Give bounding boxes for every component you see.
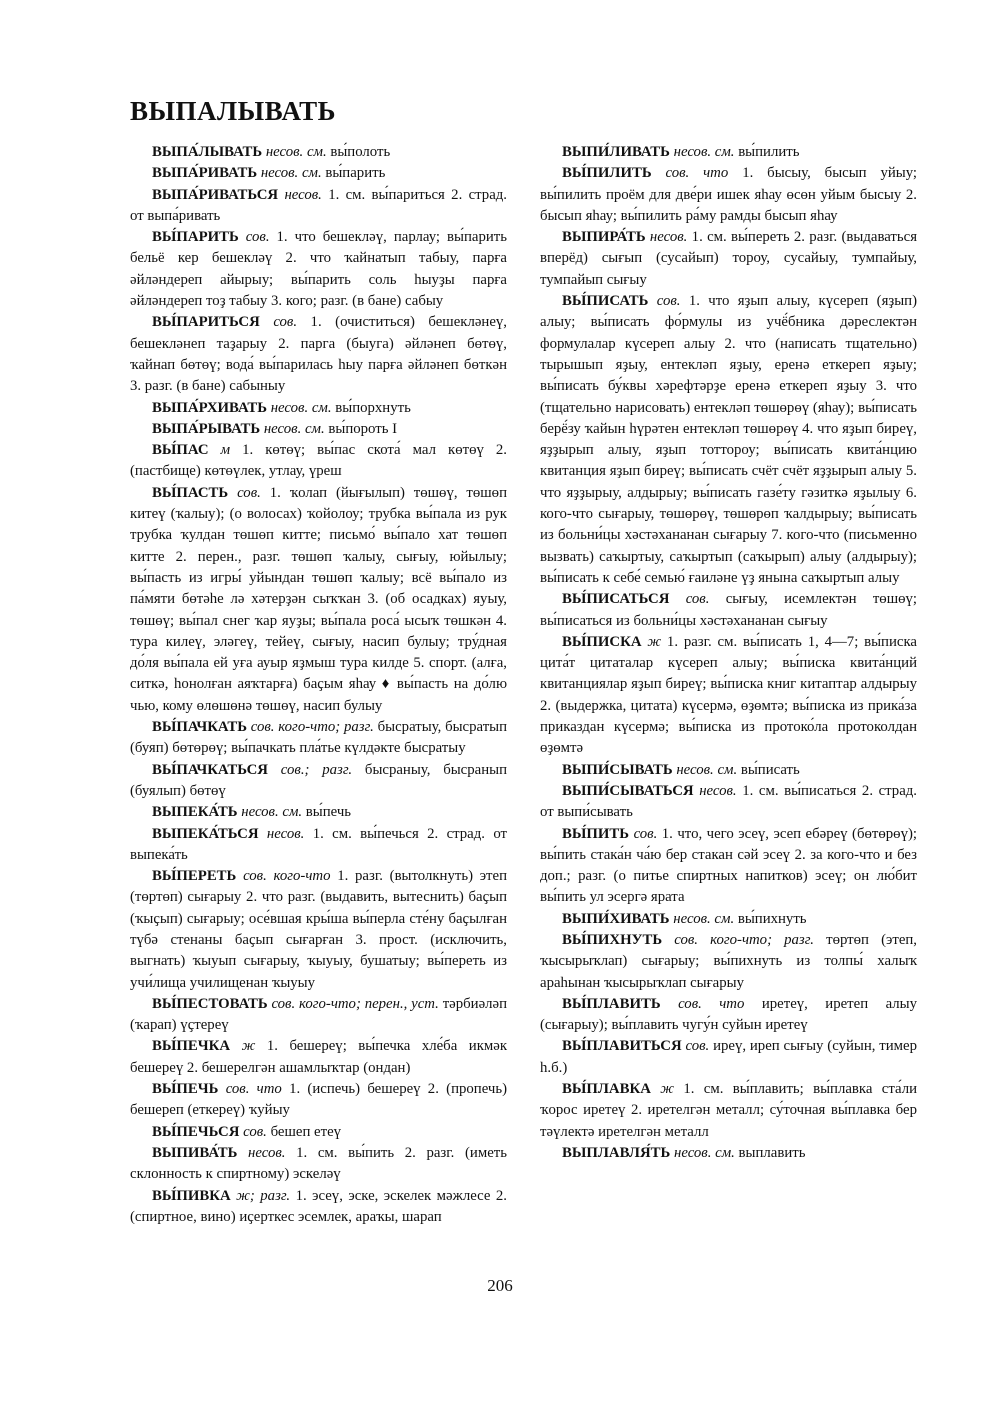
definition: вы́парить (325, 165, 386, 182)
definition: 1. см. вы́печься 2. страд. от выпека́ть (130, 825, 507, 863)
dictionary-entry (540, 909, 917, 930)
headword: ВЫ́ПЕЧЬ (152, 1081, 219, 1098)
definition: төртөп (этеп, ҡысырыҡлап) сығарыу; вы́пихнуть из толпы́ халыҡ араһынан ҡысырыҡлап сығарыу (540, 931, 918, 991)
dictionary-entry (130, 1143, 507, 1186)
headword: ВЫ́ПЛАВКА (562, 1081, 651, 1098)
definition: 1. көтөү; вы́пас скота́ мал көтөү 2. (пастбище) көтөүлек, утлау, үреш (130, 442, 507, 480)
grammar-note: ж (660, 1081, 675, 1098)
dictionary-entry (540, 1079, 917, 1143)
dictionary-entry (130, 312, 507, 397)
definition: 1. ҡолап (йығылып) төшөү, төшөп китеү (ҡалыу); (о волосах) ҡойолоу; трубка вы́пала из рук трубка ҡулдан төшөп китте; письмо́ вы́пало хат төшөп китте 2. перен., разг. төшөп ҡалыу, сығыу, юйылыу; вы́пасть из игры́ уйындан төшөп ҡалыу; всё вы́пало из па́мяти бөтәһе лә хәтерҙән сыҡҡан 3. (об осадках) яуыу, төшөү; вы́пал снег ҡар яуҙы; вы́пала роса́ ысыҡ төшкән 4. тура килеү, эләгеү, тейеү, сығыу, насип булыу; тру́дная до́ля вы́пала ей уға ауыр яҙмыш тура килде 5. спорт. (алға, ситкә, һонолған аяҡтарға) баҫым яһау ♦ вы́пасть на до́лю чью, кому өлөшөнә төшөү, насип булыу (130, 484, 508, 714)
dictionary-entry (130, 994, 507, 1037)
definition: вы́пихнуть (737, 910, 807, 927)
dictionary-entry (540, 994, 917, 1037)
page-number: 206 (487, 1276, 513, 1295)
dictionary-entry (130, 824, 507, 867)
headword: ВЫ́ПИВКА (152, 1187, 231, 1204)
headword: ВЫ́ПАРИТЬ (152, 229, 239, 246)
definition: 1. (испечь) бешереү 2. (пропечь) бешереп (еткереү) ҡуйыу (130, 1081, 508, 1119)
headword: ВЫ́ПЕЧЬСЯ (152, 1123, 240, 1140)
grammar-note: сов. (633, 825, 658, 842)
definition: 1. бешереү; вы́печка хле́ба икмәк бешереү 2. бешерелгән ашамлыҡтар (ондан) (130, 1038, 508, 1076)
definition: 1. разг. (вытолкнуть) этеп (төртөп) сығарыу 2. что разг. (выдавить, вытеснить) баҫып (ҡыҫып) сығарыу; осе́вшая кры́ша вы́перла сте́ну баҫылған түбә стенаны баҫып сығарған 3. прост. (исключить, выгнать) ҡыуып сығарыу, ҡыуыу, бушатыу; вы́переть из учи́лища училищенан ҡыуыу (130, 868, 508, 991)
dictionary-entry (540, 227, 917, 291)
definition: вы́пилить (738, 144, 800, 160)
grammar-note: сов. (656, 293, 681, 310)
dictionary-entry (130, 1186, 507, 1229)
definition: 1. что бешекләү, парлау; вы́парить бельё кер бешекләү 2. что ҡайнатып табыу, парға әйләндереп айырыу; вы́парить соль һыуҙы парға әйләндереп тоҙ табыу 3. кого; разг. (в бане) сабыу (130, 229, 507, 310)
headword: ВЫПА́РИВАТЬ (152, 165, 258, 182)
headword: ВЫПЕКА́ТЬСЯ (152, 825, 259, 842)
dictionary-entry (540, 781, 917, 824)
definition: 1. эсеү, эске, эскелек мәжлесе 2. (спиртное, вино) иҫерткес эсемлек, араҡы, шарап (130, 1187, 508, 1225)
dictionary-entry (540, 632, 917, 760)
definition: 1. бысыу, бысып уйыу; вы́пилить проём для две́ри ишек яһау өсөн уйым бысыу 2. бысып яһау; вы́пилить ра́му рамды бысып яһау (540, 165, 918, 224)
dictionary-entry (130, 163, 507, 184)
grammar-note: сов. (685, 591, 710, 608)
definition: 1. разг. см. вы́писать 1, 4—7; вы́писка цита́т цитаталар күсереп алыу; вы́писка квита́нций квитанциялар яҙып биреү; вы́писка книг китаптар алдырыу 2. (выдержка, цитата) күсермә, өҙөмтә; вы́писка из прика́за приказдан күсермә; вы́писка из протоко́ла протоколдан өҙөмтә (540, 633, 917, 757)
definition: 1. см. вы́плавить; вы́плавка ста́ли ҡорос иретеү 2. иретелгән металл; су́точная вы́плавка бер тәүлектә иретелгән металл (540, 1081, 917, 1140)
grammar-note: несов. (649, 229, 688, 246)
grammar-note: сов. что (678, 995, 745, 1012)
definition: 1. что яҙып алыу, күсереп (яҙып) алыу; вы́писать фо́рмулы из учё́бника дәреслектән формулалар күсереп алыу 2. что (написать тщательно) тырышып яҙыу, ентекләп яҙыу, еренә еткереп яҙыу; вы́писать бу́квы хәрефтәрҙе еренә еткереп яҙыу 3. что (тщательно нарисовать) ентекләп төшөрөү (яһау); вы́писать берё́зу ҡайын һүрәтен ентекләп төшөрөү 4. что яҙып биреү, яҙҙырып алыу, яҙып тоттороу; вы́писать квита́нцию квитанция яҙып биреү; вы́писать счёт счёт яҙҙырып алыу 5. что яҙҙырыу, алдырыу; вы́писать газе́ту гәзиткә яҙылыу 6. кого-что сығарыу, төшөрөү, төшөрөп ҡалдырыу; вы́писать из больни́цы хәстәхананан сығарыу 7. кого-что (письменно вызвать) саҡыртыу, саҡыртып (саҡырып) алыу (алдырыу); вы́писать к себе́ семью́ ғаиләне үҙ янына саҡыртып алыу (540, 293, 918, 586)
right-column (540, 142, 917, 1164)
grammar-note: несов. см. (673, 144, 735, 160)
dictionary-entry (540, 760, 917, 781)
headword: ВЫ́ПАЧКАТЬСЯ (152, 761, 268, 778)
headword: ВЫ́ПАСТЬ (152, 484, 229, 501)
headword: ВЫ́ПАРИТЬСЯ (152, 314, 260, 331)
dictionary-entry (130, 1079, 507, 1122)
dictionary-entry (130, 142, 507, 163)
grammar-note: несов. см. (265, 144, 327, 160)
headword: ВЫ́ПИХНУТЬ (562, 931, 663, 948)
headword: ВЫПЕКА́ТЬ (152, 804, 238, 821)
definition: иреү, иреп сығыу (суйын, тимер һ.б.) (540, 1038, 918, 1076)
headword: ВЫПА́ЛЫВАТЬ (152, 144, 263, 160)
dictionary-entry (130, 398, 507, 419)
definition: 1. см. вы́пить 2. разг. (иметь склонность к спиртному) эскеләү (130, 1144, 507, 1183)
dictionary-entry (540, 930, 917, 994)
dictionary-entry (540, 1143, 917, 1164)
grammar-note: сов. (273, 314, 298, 331)
left-column (130, 142, 507, 1228)
dictionary-entry (540, 291, 917, 589)
grammar-note: сов. кого-что (243, 868, 331, 885)
headword: ВЫПА́РИВАТЬСЯ (152, 186, 279, 203)
definition: 1. (очиститься) бешекләнеү, бешекләнеп таҙарыу 2. парга (быуга) әйләнеп бөтөү, ҡайнап бөтөү; вода́ вы́парилась һыу парға әйләнеп бөткән 3. разг. (в бане) сабыныу (130, 314, 507, 395)
grammar-note: сов. кого-что; разг. (674, 931, 814, 948)
grammar-note: несов. см. (241, 804, 303, 821)
headword: ВЫ́ПАС (152, 442, 209, 459)
definition: бысратыу, бысратып (буяп) бөтөрөү; вы́пачкать пла́тье күлдәкте бысратыу (130, 719, 508, 757)
headword: ВЫ́ПАЧКАТЬ (152, 719, 247, 736)
dictionary-entry (540, 163, 917, 227)
headword: ВЫ́ПИСАТЬСЯ (562, 591, 670, 608)
definition: тәрбиәләп (ҡарап) үҫтереү (130, 995, 508, 1034)
headword: ВЫПА́РЫВАТЬ (152, 420, 261, 437)
dictionary-entry (130, 760, 507, 803)
grammar-note: ж; разг. (236, 1187, 291, 1204)
headword: ВЫ́ПЛАВИТЬ (562, 995, 661, 1012)
grammar-note: м (220, 442, 231, 459)
grammar-note: сов. (243, 1123, 267, 1140)
grammar-note: несов. (284, 186, 322, 203)
headword: ВЫПИ́ЛИВАТЬ (562, 144, 670, 160)
headword: ВЫПИВА́ТЬ (152, 1144, 238, 1161)
grammar-note: несов. (699, 782, 737, 799)
dictionary-entry (540, 142, 917, 163)
dictionary-entry (130, 227, 507, 312)
dictionary-entry (540, 824, 917, 909)
grammar-note: несов. см. (260, 165, 322, 182)
headword: ВЫПЛАВЛЯ́ТЬ (562, 1144, 671, 1161)
grammar-note: сов. (237, 484, 261, 501)
grammar-note: несов. см. (673, 910, 735, 927)
headword: ВЫ́ПИСКА (562, 633, 642, 650)
dictionary-entry (540, 589, 917, 632)
grammar-note: ж (241, 1038, 256, 1055)
definition: вы́пороть I (328, 420, 398, 437)
headword: ВЫ́ПИЛИТЬ (562, 165, 652, 182)
definition: бысраныу, бысранып (буялып) бөтөү (130, 761, 507, 799)
running-head: ВЫПАЛЫВАТЬ (130, 96, 336, 126)
headword: ВЫ́ПЕЧКА (152, 1038, 231, 1055)
dictionary-entry (130, 419, 507, 440)
headword: ВЫПИ́ХИВАТЬ (562, 910, 670, 927)
dictionary-entry (130, 483, 507, 717)
grammar-note: несов. см. (270, 399, 332, 416)
headword: ВЫ́ПИТЬ (562, 825, 630, 842)
grammar-note: сов.; разг. (280, 761, 353, 778)
dictionary-entry (130, 1036, 507, 1079)
definition: сығыу, исемлектән төшөү; вы́писаться из больни́цы хәстәхананан сығыу (540, 591, 918, 629)
headword: ВЫПА́РХИВАТЬ (152, 399, 268, 416)
grammar-note: несов. см. (676, 761, 738, 778)
grammar-note: ж (647, 633, 662, 650)
grammar-note: сов. (685, 1038, 710, 1055)
dictionary-entry (130, 802, 507, 823)
headword: ВЫ́ПЛАВИТЬСЯ (562, 1038, 682, 1055)
grammar-note: несов. (266, 825, 305, 842)
definition: выплавить (738, 1144, 806, 1161)
definition: вы́порхнуть (335, 399, 411, 416)
grammar-note: несов. см. (263, 420, 325, 437)
dictionary-entry (130, 717, 507, 760)
headword: ВЫ́ПИСАТЬ (562, 293, 649, 310)
headword: ВЫПИ́СЫВАТЬСЯ (562, 782, 694, 799)
dictionary-entry (130, 185, 507, 228)
grammar-note: сов. что (225, 1081, 282, 1098)
definition: иретеү, иретеп алыу (сығарыу); вы́плавить чугу́н суйын иретеү (540, 995, 917, 1034)
definition: вы́печь (305, 804, 352, 821)
headword: ВЫПИРА́ТЬ (562, 229, 646, 246)
grammar-note: сов. кого-что; разг. (250, 719, 374, 736)
definition: 1. см. вы́париться 2. страд. от выпа́ривать (130, 186, 507, 224)
definition: 1. см. вы́переть 2. разг. (выдаваться вперёд) сығып (сусайып) тороу, сусайыу, тумпайыу, тумпайып сығыу (540, 229, 918, 288)
grammar-note: сов. что (665, 165, 729, 182)
grammar-note: сов. (245, 229, 270, 246)
grammar-note: сов. кого-что; перен., уст. (271, 995, 439, 1012)
definition: бешеп етеү (270, 1123, 342, 1140)
definition: вы́полоть (330, 144, 391, 160)
dictionary-entry (130, 440, 507, 483)
dictionary-entry (130, 1122, 507, 1143)
headword: ВЫ́ПЕРЕТЬ (152, 868, 237, 885)
grammar-note: несов. см. (674, 1144, 735, 1161)
dictionary-entry (130, 866, 507, 994)
headword: ВЫ́ПЕСТОВАТЬ (152, 995, 268, 1012)
definition: вы́писать (740, 761, 800, 778)
definition: 1. что, чего эсеү, эсеп ебәреү (бөтөрөү); вы́пить стака́н ча́ю бер стакан сәй эсеү 2. за кого-что и без доп.; разг. (о питье спиртных напитков) эсеү; он лю́бит вы́пить ул эсергә ярата (540, 825, 917, 906)
definition: 1. см. вы́писаться 2. страд. от выпи́сывать (540, 782, 918, 821)
headword: ВЫПИ́СЫВАТЬ (562, 761, 673, 778)
dictionary-entry (540, 1036, 917, 1079)
grammar-note: несов. (248, 1144, 286, 1161)
